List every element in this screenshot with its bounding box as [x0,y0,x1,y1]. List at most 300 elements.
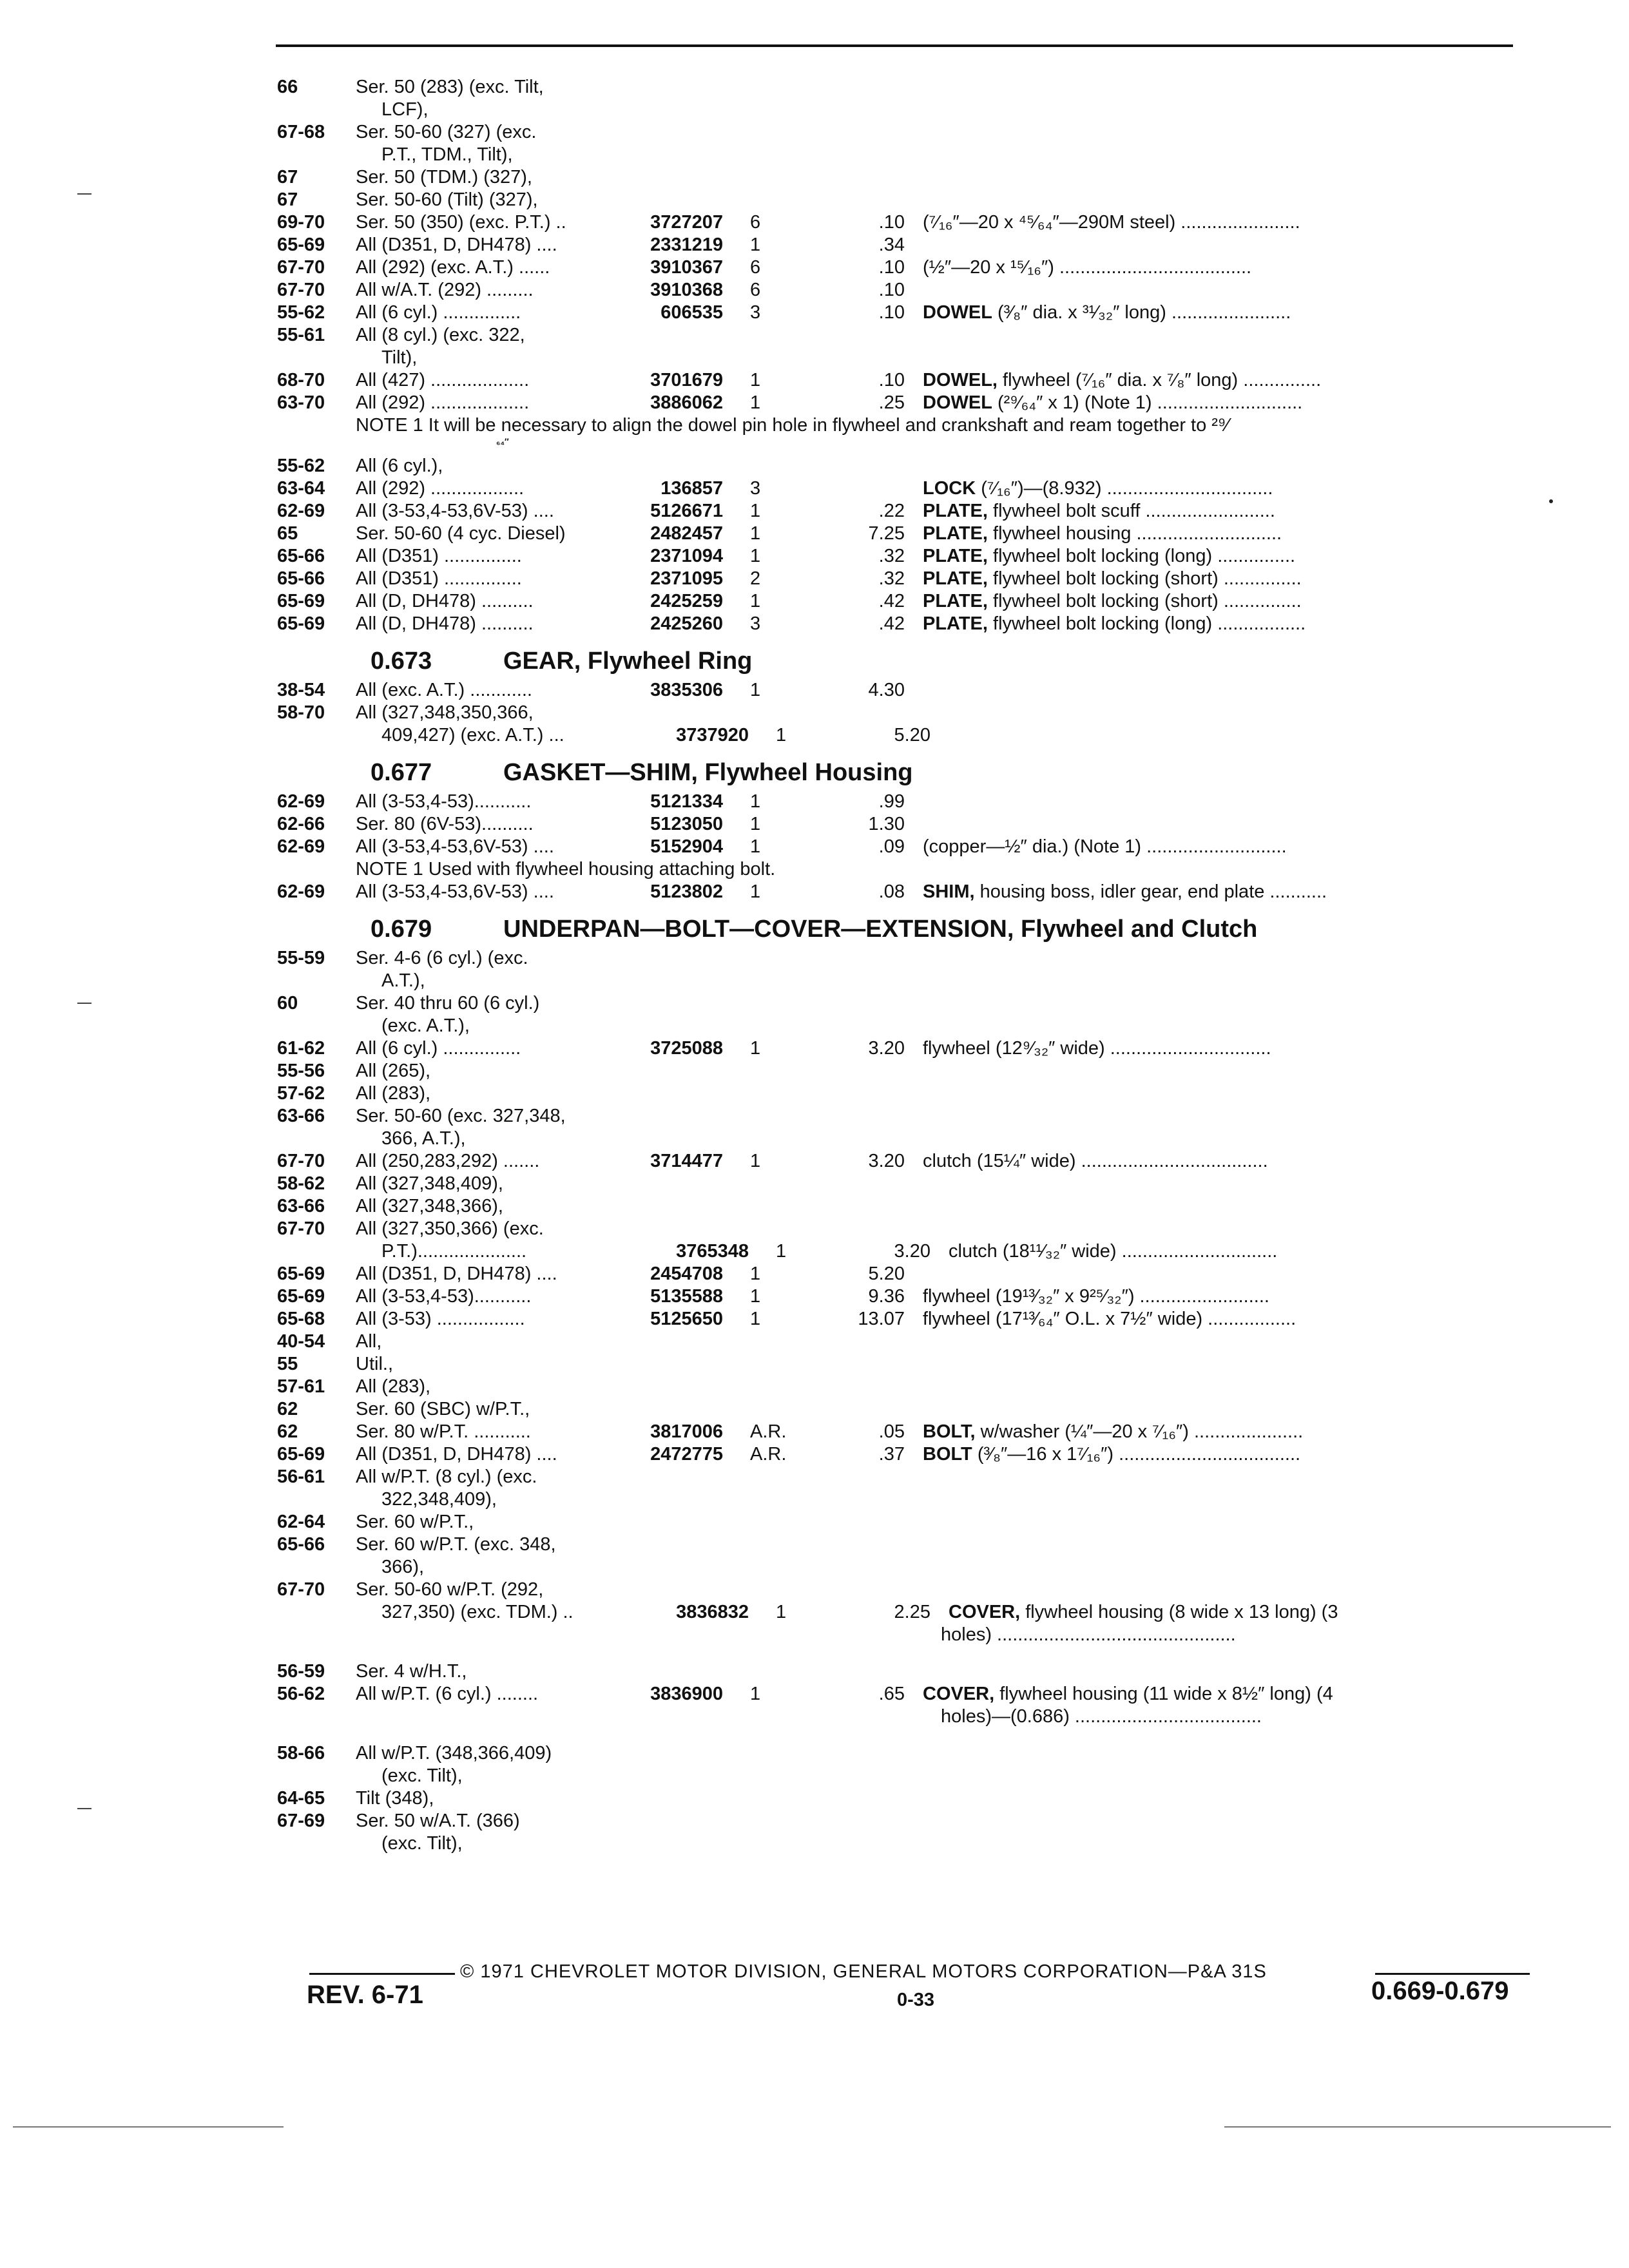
parts-row [277,234,1540,256]
year-range: 67 [277,167,298,187]
application-desc: All (327,348,350,366, [356,702,534,723]
year-range: 63-66 [277,1106,325,1126]
list-price: 2.25 [894,1602,930,1622]
part-detail: flywheel housing (11 wide x 8½″ long) (4 [994,1684,1333,1704]
parts-row [277,1105,1540,1128]
application-desc: All (292) .................. [356,478,525,499]
quantity: 6 [750,257,761,278]
section-0677-header [277,758,1540,787]
part-number: 2425259 [650,591,723,611]
application-desc: LCF), [381,99,429,120]
part-remark [923,1285,1540,1308]
part-remark [923,477,1540,500]
year-range: 55-61 [277,325,325,345]
part-number: 3765348 [676,1241,749,1262]
parts-row [277,1511,1540,1533]
list-price: .22 [878,501,905,521]
list-price: .99 [878,791,905,812]
part-detail: flywheel housing (8 wide x 13 long) (3 [1020,1602,1338,1622]
list-price: .10 [878,257,905,278]
page-number: 0-33 [897,1990,935,2010]
footer-rule-right [1375,1973,1530,1975]
margin-mark [77,193,92,195]
part-number: 2454708 [650,1264,723,1284]
part-number: 3836900 [650,1684,723,1704]
application-desc: All (3-53,4-53)........... [356,1286,532,1307]
part-number: 2371095 [650,568,723,589]
application-desc: Ser. 40 thru 60 (6 cyl.) [356,993,540,1014]
part-name: PLATE, [923,546,988,566]
year-range: 55-56 [277,1061,325,1081]
year-range: 62-69 [277,501,325,521]
application-desc: (exc. A.T.), [381,1015,470,1036]
application-desc: Ser. 50-60 (327) (exc. [356,122,537,142]
quantity: 1 [750,1151,761,1171]
quantity: 3 [750,613,761,634]
parts-block-bolts-dowels [277,76,1540,414]
parts-row [277,1601,1540,1624]
part-name: PLATE, [923,591,988,611]
parts-row [277,477,1540,500]
part-remark [923,523,1540,545]
quantity: 6 [750,212,761,233]
application-desc: All, [356,1331,382,1352]
parts-row [277,166,1540,189]
year-range: 69-70 [277,212,325,233]
parts-row [277,99,1540,121]
application-desc: All (6 cyl.), [356,456,443,476]
list-price: .09 [878,836,905,857]
year-range: 55-59 [277,948,325,968]
list-price: .10 [878,302,905,323]
year-range: 67-69 [277,1811,325,1831]
parts-row [277,1218,1540,1240]
part-detail: flywheel (17¹³⁄₆₄″ O.L. x 7½″ wide) ................. [923,1309,1296,1329]
parts-block-locks-plates [277,455,1540,635]
parts-row [277,500,1540,523]
application-desc: All (3-53) ................. [356,1309,525,1329]
part-number: 5126671 [650,501,723,521]
part-remark [923,500,1540,523]
parts-row [277,679,1540,702]
part-number: 5135588 [650,1286,723,1307]
part-number: 5123802 [650,881,723,902]
part-number: 3727207 [650,212,723,233]
parts-row [277,1240,1540,1263]
application-desc: A.T.), [381,970,425,991]
quantity: 1 [776,1241,787,1262]
application-desc: Ser. 60 (SBC) w/P.T., [356,1399,530,1419]
parts-row [277,324,1540,347]
part-remark [923,590,1540,613]
part-detail: flywheel bolt scuff ......................... [987,501,1275,521]
section-code: 0.677 [371,759,432,786]
list-price: 3.20 [868,1038,905,1059]
part-remark [949,1240,1540,1263]
section-code: 0.679 [371,916,432,943]
year-range: 58-62 [277,1173,325,1194]
part-detail: flywheel (19¹³⁄₃₂″ x 9²⁵⁄₃₂″) ......................... [923,1286,1269,1307]
application-desc: P.T., TDM., Tilt), [381,144,513,165]
part-remark [923,1308,1540,1331]
parts-row [277,1810,1540,1832]
part-detail: (⁷⁄₁₆″)—(8.932) ................................ [976,478,1273,499]
application-desc: All (3-53,4-53,6V-53) .... [356,836,554,857]
year-range: 65-69 [277,591,325,611]
parts-row [277,1579,1540,1601]
application-desc: All (283), [356,1083,431,1104]
application-desc: 322,348,409), [381,1489,497,1510]
application-desc: All (8 cyl.) (exc. 322, [356,325,525,345]
list-price: .32 [878,568,905,589]
section-0673-header [277,647,1540,675]
application-desc: All (265), [356,1061,431,1081]
parts-row [277,568,1540,590]
parts-row [277,279,1540,302]
part-remark [923,1421,1540,1443]
year-range: 67 [277,189,298,210]
application-desc: All (6 cyl.) ............... [356,1038,521,1059]
parts-row [277,970,1540,992]
quantity: A.R. [750,1444,787,1465]
year-range: 67-70 [277,1151,325,1171]
quantity: 1 [750,501,761,521]
application-desc: Util., [356,1354,393,1374]
quantity: 1 [750,392,761,413]
part-detail: housing boss, idler gear, end plate ........... [974,881,1327,902]
year-range: 56-61 [277,1466,325,1487]
parts-block-shim [277,881,1540,903]
part-remark [923,302,1540,324]
part-detail: clutch (18¹¹⁄₃₂″ wide) .............................. [949,1241,1278,1262]
parts-block-underpan [277,947,1540,1855]
parts-row [277,76,1540,99]
part-detail: flywheel (12⁹⁄₃₂″ wide) ............................... [923,1038,1271,1059]
application-desc: All (250,283,292) ....... [356,1151,540,1171]
part-remark [923,1683,1540,1706]
part-number: 3714477 [650,1151,723,1171]
quantity: 1 [750,791,761,812]
parts-listing [277,76,1540,1855]
year-range: 67-68 [277,122,325,142]
part-name: DOWEL [923,302,992,323]
application-desc: Ser. 50-60 w/P.T. (292, [356,1579,544,1600]
list-price: 13.07 [858,1309,905,1329]
list-price: .10 [878,212,905,233]
note-dowel: NOTE 1 It will be necessary to align the dowel pin hole in flywheel and crankshaft and ream together to ²⁹⁄ [356,415,1229,436]
year-range: 56-62 [277,1684,325,1704]
application-desc: All (exc. A.T.) ............ [356,680,532,700]
list-price: .34 [878,235,905,255]
parts-row [277,1706,1540,1728]
part-number: 606535 [660,302,723,323]
part-name: BOLT, [923,1421,976,1442]
year-range: 61-62 [277,1038,325,1059]
application-desc: All (283), [356,1376,431,1397]
year-range: 65-68 [277,1309,325,1329]
part-detail: flywheel bolt locking (long) ................. [987,613,1306,634]
year-range: 60 [277,993,298,1014]
year-range: 67-70 [277,280,325,300]
part-number: 2371094 [650,546,723,566]
year-range: 55-62 [277,456,325,476]
year-range: 38-54 [277,680,325,700]
list-price: .42 [878,613,905,634]
part-number: 3725088 [650,1038,723,1059]
quantity: 1 [750,1264,761,1284]
revision-label: REV. 6-71 [307,1981,423,2009]
application-desc: Ser. 50-60 (4 cyc. Diesel) [356,523,566,544]
application-desc: 366, A.T.), [381,1128,466,1149]
quantity: 3 [750,302,761,323]
part-detail: (½″—20 x ¹⁵⁄₁₆″) ..................................... [923,257,1252,278]
parts-row [277,1195,1540,1218]
list-price: 4.30 [868,680,905,700]
year-range: 62 [277,1421,298,1442]
parts-row [277,836,1540,858]
part-number: 2472775 [650,1444,723,1465]
parts-row [277,1128,1540,1150]
parts-row [277,1488,1540,1511]
application-desc: All (D351, D, DH478) .... [356,235,557,255]
application-desc: All (D, DH478) .......... [356,613,534,634]
quantity: 1 [750,235,761,255]
part-detail: clutch (15¼″ wide) .................................... [923,1151,1268,1171]
quantity: 1 [750,881,761,902]
parts-row [277,1660,1540,1683]
margin-mark [77,1808,92,1809]
parts-row [277,1308,1540,1331]
parts-row [277,1533,1540,1556]
application-desc: 366), [381,1557,425,1577]
application-desc: Ser. 60 w/P.T. (exc. 348, [356,1534,556,1555]
note-dowel-fraction: ₆₄″ [496,436,509,447]
part-number: 5121334 [650,791,723,812]
part-detail: flywheel bolt locking (short) ............... [987,568,1302,589]
footer-rule-left [309,1973,455,1975]
parts-row [277,1787,1540,1810]
parts-row [277,791,1540,813]
parts-row [277,369,1540,392]
parts-row [277,590,1540,613]
year-range: 62-69 [277,791,325,812]
list-price: .37 [878,1444,905,1465]
scan-edge-line [1224,2126,1611,2128]
part-number: 3817006 [650,1421,723,1442]
parts-row [277,724,1540,747]
year-range: 62 [277,1399,298,1419]
parts-row [277,1556,1540,1579]
part-number: 5123050 [650,814,723,834]
year-range: 64-65 [277,1788,325,1809]
part-name: LOCK [923,478,976,499]
part-remark [923,1443,1540,1466]
year-range: 62-66 [277,814,325,834]
part-detail: holes)—(0.686) .................................... [941,1706,1262,1727]
year-range: 57-61 [277,1376,325,1397]
parts-row [277,144,1540,166]
year-range: 65-69 [277,1286,325,1307]
year-range: 65-66 [277,546,325,566]
application-desc: All (292) (exc. A.T.) ...... [356,257,550,278]
quantity: 1 [750,546,761,566]
application-desc: (exc. Tilt), [381,1765,463,1786]
year-range: 63-70 [277,392,325,413]
application-desc: 327,350) (exc. TDM.) .. [381,1602,574,1622]
part-detail: (copper—½″ dia.) (Note 1) ........................... [923,836,1287,857]
parts-row [277,302,1540,324]
application-desc: P.T.)..................... [381,1241,527,1262]
application-desc: All (D351, D, DH478) .... [356,1264,557,1284]
part-number: 136857 [660,478,723,499]
parts-row [277,1421,1540,1443]
application-desc: All w/P.T. (8 cyl.) (exc. [356,1466,537,1487]
quantity: 1 [776,725,787,745]
parts-row [277,256,1540,279]
parts-row [277,1060,1540,1082]
year-range: 62-69 [277,881,325,902]
part-name: PLATE, [923,613,988,634]
part-detail: (²⁹⁄₆₄″ x 1) (Note 1) ............................ [992,392,1303,413]
section-code: 0.673 [371,648,432,675]
application-desc: All (3-53,4-53,6V-53) .... [356,501,554,521]
parts-row [277,392,1540,414]
quantity: 1 [750,814,761,834]
quantity: A.R. [750,1421,787,1442]
part-remark [923,568,1540,590]
section-title: UNDERPAN—BOLT—COVER—EXTENSION, Flywheel and Clutch [503,916,1258,943]
parts-row [277,347,1540,369]
year-range: 55-62 [277,302,325,323]
year-range: 67-70 [277,257,325,278]
quantity: 1 [750,1309,761,1329]
quantity: 3 [750,478,761,499]
scan-edge-line [13,2126,284,2128]
note-gasket: NOTE 1 Used with flywheel housing attaching bolt. [356,859,776,879]
part-remark [923,545,1540,568]
application-desc: Ser. 60 w/P.T., [356,1512,474,1532]
quantity: 1 [750,1286,761,1307]
quantity: 1 [750,1684,761,1704]
part-number: 3910368 [650,280,723,300]
parts-row [277,1466,1540,1488]
part-detail: w/washer (¼″—20 x ⁷⁄₁₆″) ..................... [975,1421,1304,1442]
part-remark [923,1624,1540,1646]
application-desc: Ser. 50-60 (exc. 327,348, [356,1106,566,1126]
part-remark [923,369,1540,392]
application-desc: All (327,350,366) (exc. [356,1218,544,1239]
parts-row [277,881,1540,903]
parts-row [277,947,1540,970]
parts-row [277,1742,1540,1765]
quantity: 1 [750,836,761,857]
part-name: PLATE, [923,501,988,521]
parts-row [277,702,1540,724]
application-desc: Ser. 50 (350) (exc. P.T.) .. [356,212,566,233]
part-number: 3737920 [676,725,749,745]
part-remark [923,392,1540,414]
year-range: 56-59 [277,1661,325,1682]
application-desc: Ser. 4 w/H.T., [356,1661,467,1682]
application-desc: All (D351) ............... [356,546,522,566]
parts-row [277,455,1540,477]
parts-block-gaskets [277,791,1540,858]
parts-row [277,1082,1540,1105]
quantity: 1 [750,1038,761,1059]
part-number: 3886062 [650,392,723,413]
parts-row [277,189,1540,211]
application-desc: All w/A.T. (292) ......... [356,280,534,300]
year-range: 63-66 [277,1196,325,1216]
part-number: 5152904 [650,836,723,857]
year-range: 65 [277,523,298,544]
part-detail: (³⁄₈″—16 x 1⁷⁄₁₆″) ................................... [972,1444,1301,1465]
part-remark [923,881,1540,903]
application-desc: All (327,348,366), [356,1196,503,1216]
year-range: 65-69 [277,1264,325,1284]
section-range: 0.669-0.679 [1371,1977,1509,2005]
parts-row [277,992,1540,1015]
parts-row [277,813,1540,836]
year-range: 62-69 [277,836,325,857]
part-detail: (⁷⁄₁₆″—20 x ⁴⁵⁄₆₄″—290M steel) ....................... [923,212,1300,233]
parts-row [277,1263,1540,1285]
list-price: .65 [878,1684,905,1704]
section-0679-header [277,915,1540,943]
application-desc: Tilt), [381,347,418,368]
year-range: 65-69 [277,235,325,255]
parts-row [277,1015,1540,1037]
parts-row [277,121,1540,144]
application-desc: All (D, DH478) .......... [356,591,534,611]
quantity: 1 [776,1602,787,1622]
year-range: 40-54 [277,1331,325,1352]
list-price: 3.20 [868,1151,905,1171]
parts-row [277,523,1540,545]
parts-block-ring-gear [277,679,1540,747]
application-desc: Tilt (348), [356,1788,434,1809]
part-name: DOWEL, [923,370,998,390]
parts-row [277,1832,1540,1855]
part-number: 5125650 [650,1309,723,1329]
list-price: 1.30 [868,814,905,834]
part-remark [923,613,1540,635]
part-remark [923,836,1540,858]
application-desc: 409,427) (exc. A.T.) ... [381,725,564,745]
part-number: 3835306 [650,680,723,700]
quantity: 1 [750,680,761,700]
list-price: 5.20 [894,725,930,745]
part-number: 3910367 [650,257,723,278]
part-number: 2331219 [650,235,723,255]
parts-row [277,613,1540,635]
year-range: 65-69 [277,613,325,634]
year-range: 55 [277,1354,298,1374]
application-desc: All (327,348,409), [356,1173,503,1194]
list-price: .05 [878,1421,905,1442]
list-price: .42 [878,591,905,611]
year-range: 63-64 [277,478,325,499]
part-detail: flywheel (⁷⁄₁₆″ dia. x ⁷⁄₈″ long) ............... [998,370,1322,390]
application-desc: All (427) ................... [356,370,530,390]
margin-mark [77,1003,92,1004]
part-number: 2482457 [650,523,723,544]
list-price: .08 [878,881,905,902]
part-number: 2425260 [650,613,723,634]
year-range: 57-62 [277,1083,325,1104]
year-range: 65-69 [277,1444,325,1465]
list-price: 9.36 [868,1286,905,1307]
